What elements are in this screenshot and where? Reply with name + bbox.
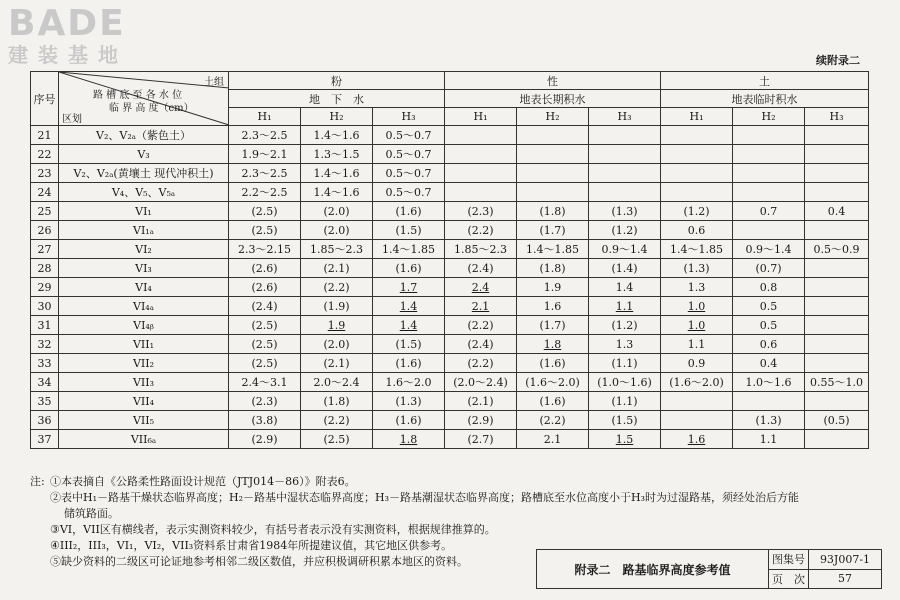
height-value-cell: (1.0～1.6) [589,373,661,392]
row-serial: 21 [31,126,59,145]
height-value-cell: 0.5～0.7 [373,145,445,164]
note-5: ⑤缺少资料的二级区可论证地参考相邻二级区数值，并应积极调研积累本地区的资料。 [50,555,468,568]
height-value-cell: 1.1 [733,430,805,449]
height-value-cell: (2.6) [229,278,301,297]
height-value-cell [805,354,869,373]
height-value-cell: (1.9) [301,297,373,316]
height-value-cell: 1.7 [373,278,445,297]
height-value-cell: 1.8 [373,430,445,449]
height-value-cell [661,145,733,164]
height-value-cell: (2.4) [229,297,301,316]
height-value-cell: 2.3～2.5 [229,126,301,145]
height-value-cell: 0.5 [733,316,805,335]
height-value-cell: (1.5) [373,221,445,240]
table-row [31,411,869,430]
height-value-cell [805,297,869,316]
note-2-continued: 储筑路面。 [64,507,119,520]
height-value-cell: (0.5) [805,411,869,430]
height-value-cell [517,126,589,145]
height-value-cell: (2.6) [229,259,301,278]
height-value-cell [445,164,517,183]
height-value-cell [805,278,869,297]
height-value-cell: (2.9) [445,411,517,430]
height-value-cell: 2.2～2.5 [229,183,301,202]
height-value-cell: (1.2) [661,202,733,221]
height-value-cell: (2.1) [301,259,373,278]
table-row [31,145,869,164]
height-value-cell: 1.6～2.0 [373,373,445,392]
height-value-cell: (1.6) [373,259,445,278]
height-value-cell: 0.6 [733,335,805,354]
height-value-cell: (2.5) [229,202,301,221]
height-value-cell: (1.5) [589,411,661,430]
height-value-cell: (1.3) [733,411,805,430]
page-label: 页 次 [769,569,809,589]
height-value-cell: 0.55～1.0 [805,373,869,392]
header-h1: H₁ [445,108,517,126]
height-value-cell: 2.0～2.4 [301,373,373,392]
height-value-cell: (1.6) [517,354,589,373]
height-value-cell: (1.8) [517,202,589,221]
height-value-cell: 0.4 [805,202,869,221]
note-4: ④III₂，III₃，VI₁，VI₂，VII₃资料系甘肃省1984年所提建议值，其它地区供参考。 [50,539,453,552]
note-1 [30,474,875,490]
height-value-cell: 1.1 [661,335,733,354]
height-value-cell [805,259,869,278]
header-soil-right: 土 [661,72,869,90]
row-region: V₂、V₂ₐ(黄壤土 现代冲积土) [59,164,229,183]
row-serial: 30 [31,297,59,316]
height-value-cell: (2.2) [445,316,517,335]
row-region: VI₄ₐ [59,297,229,316]
height-value-cell [661,126,733,145]
height-value-cell: 0.5～0.7 [373,183,445,202]
height-value-cell [661,183,733,202]
height-value-cell: 1.9 [301,316,373,335]
height-value-cell: 0.9～1.4 [589,240,661,259]
diag-subgrade-label: 路 槽 底 至 各 水 位 [93,90,183,101]
note-3: ③VI，VII区有横线者，表示实测资料较少，有括号者表示没有实测资料，根据规律推算的。 [50,523,496,536]
row-serial: 37 [31,430,59,449]
atlas-number: 93J007-1 [809,550,882,570]
height-value-cell: (2.2) [445,354,517,373]
header-h2: H₂ [517,108,589,126]
height-value-cell [589,126,661,145]
height-value-cell: 2.1 [517,430,589,449]
height-value-cell [805,164,869,183]
height-value-cell: 1.0 [661,297,733,316]
annex-label: 续附录二 [816,54,860,67]
table-row [31,126,869,145]
table-row [31,373,869,392]
height-value-cell: 2.3～2.15 [229,240,301,259]
height-value-cell: 2.4 [445,278,517,297]
height-value-cell: 1.4～1.85 [661,240,733,259]
height-value-cell: 1.3 [589,335,661,354]
page-number: 57 [809,569,882,589]
table-row [31,202,869,221]
height-value-cell: 0.5～0.7 [373,164,445,183]
height-value-cell: 0.5～0.9 [805,240,869,259]
row-serial: 23 [31,164,59,183]
row-serial: 24 [31,183,59,202]
height-value-cell: 1.8 [517,335,589,354]
height-value-cell [445,126,517,145]
height-value-cell: 0.9 [661,354,733,373]
height-value-cell: 1.0 [661,316,733,335]
note-2: ②表中H₁－路基干燥状态临界高度；H₂－路基中湿状态临界高度；H₃－路基潮湿状态临界高度；路槽底至水位高度小于H₃时为过湿路基，须经处治后方能 [50,491,800,504]
height-value-cell: (2.4) [445,335,517,354]
height-value-cell: 1.3～1.5 [301,145,373,164]
height-value-cell: 1.0～1.6 [733,373,805,392]
height-value-cell: (1.7) [517,221,589,240]
row-serial: 29 [31,278,59,297]
table-row [31,392,869,411]
height-value-cell: 1.9 [517,278,589,297]
height-value-cell [805,145,869,164]
height-value-cell [517,183,589,202]
height-value-cell: 1.4～1.85 [373,240,445,259]
height-value-cell: (1.6～2.0) [661,373,733,392]
height-value-cell: (1.5) [373,335,445,354]
row-region: VII₆ₐ [59,430,229,449]
height-value-cell: 2.4～3.1 [229,373,301,392]
row-serial: 31 [31,316,59,335]
table-row [31,297,869,316]
height-value-cell: (2.7) [445,430,517,449]
height-value-cell: (1.6) [373,354,445,373]
height-value-cell [661,164,733,183]
height-value-cell: 0.9～1.4 [733,240,805,259]
height-value-cell: 1.4～1.6 [301,164,373,183]
row-region: VI₁ₐ [59,221,229,240]
row-region: VII₅ [59,411,229,430]
notes-title: 注: [30,475,45,488]
row-serial: 22 [31,145,59,164]
header-h3: H₃ [589,108,661,126]
table-row [31,278,869,297]
height-value-cell: (2.5) [229,335,301,354]
height-value-cell: 1.4 [373,316,445,335]
diag-critical-height-label: 临 界 高 度（cm） [109,103,194,114]
height-value-cell: (2.0) [301,335,373,354]
row-region: VII₂ [59,354,229,373]
row-region: V₃ [59,145,229,164]
table-row [31,259,869,278]
row-serial: 34 [31,373,59,392]
height-value-cell: (2.3) [229,392,301,411]
height-value-cell: (1.3) [373,392,445,411]
height-value-cell: (2.0～2.4) [445,373,517,392]
row-region: VI₁ [59,202,229,221]
header-soil-mid: 性 [445,72,661,90]
header-long-term-water: 地表长期积水 [445,90,661,108]
logo-subtext: 建装基地 [8,43,128,67]
height-value-cell [733,164,805,183]
height-value-cell [517,145,589,164]
logo-text: BADE [8,3,126,44]
table-row [31,240,869,259]
height-value-cell: 0.8 [733,278,805,297]
header-h3: H₃ [805,108,869,126]
header-groundwater: 地 下 水 [229,90,445,108]
height-value-cell: (2.4) [445,259,517,278]
table-row [31,316,869,335]
atlas-label: 图集号 [769,550,809,570]
height-value-cell: 1.4～1.6 [301,183,373,202]
height-value-cell: 1.6 [661,430,733,449]
table-row [31,430,869,449]
row-serial: 35 [31,392,59,411]
height-value-cell [733,392,805,411]
row-region: VI₄ [59,278,229,297]
diag-soil-group: 土组 [204,77,224,88]
height-value-cell [445,183,517,202]
row-serial: 25 [31,202,59,221]
height-value-cell [733,183,805,202]
row-region: VI₄ᵦ [59,316,229,335]
height-value-cell: (1.3) [589,202,661,221]
height-value-cell: (2.5) [229,316,301,335]
row-serial: 36 [31,411,59,430]
height-value-cell: 1.5 [589,430,661,449]
height-value-cell [661,392,733,411]
height-value-cell: (1.6) [517,392,589,411]
height-value-cell: (1.7) [517,316,589,335]
table-row [31,164,869,183]
height-value-cell: 2.3～2.5 [229,164,301,183]
drawing-title: 附录二 路基临界高度参考值 [537,550,769,589]
height-value-cell: (1.8) [301,392,373,411]
diag-region-label: 区划 [62,114,82,125]
height-value-cell [445,145,517,164]
title-block [536,549,882,589]
table-body [31,126,869,449]
row-serial: 27 [31,240,59,259]
height-value-cell [805,392,869,411]
row-region: VI₂ [59,240,229,259]
height-value-cell: 1.85～2.3 [445,240,517,259]
row-region: V₄、V₅、V₅ₐ [59,183,229,202]
height-value-cell: (2.1) [445,392,517,411]
header-h3: H₃ [373,108,445,126]
header-h2: H₂ [301,108,373,126]
height-value-cell: 2.1 [445,297,517,316]
height-value-cell: 0.6 [661,221,733,240]
height-value-cell: (2.1) [301,354,373,373]
height-value-cell [733,221,805,240]
height-value-cell: (2.5) [301,430,373,449]
row-serial: 26 [31,221,59,240]
height-value-cell: 0.5～0.7 [373,126,445,145]
table-row [31,183,869,202]
height-value-cell [805,221,869,240]
height-value-cell: 0.7 [733,202,805,221]
header-h2: H₂ [733,108,805,126]
height-value-cell: (3.8) [229,411,301,430]
height-value-cell: (2.0) [301,202,373,221]
height-value-cell [589,183,661,202]
height-value-cell: (2.5) [229,354,301,373]
height-value-cell [589,145,661,164]
height-value-cell: (1.2) [589,316,661,335]
height-value-cell [661,411,733,430]
height-value-cell: (1.1) [589,354,661,373]
row-region: VI₃ [59,259,229,278]
height-value-cell: (1.6) [373,202,445,221]
header-soil-left: 粉 [229,72,445,90]
height-value-cell: 0.4 [733,354,805,373]
row-region: VII₃ [59,373,229,392]
height-value-cell: 1.4 [373,297,445,316]
height-value-cell: (2.0) [301,221,373,240]
height-value-cell [733,126,805,145]
height-value-cell: (1.8) [517,259,589,278]
row-region: VII₄ [59,392,229,411]
logo [8,3,128,68]
height-value-cell: (1.2) [589,221,661,240]
height-value-cell: 0.5 [733,297,805,316]
table-row [31,221,869,240]
height-value-cell: 1.85～2.3 [301,240,373,259]
height-value-cell [517,164,589,183]
height-value-cell: 1.6 [517,297,589,316]
row-serial: 32 [31,335,59,354]
height-value-cell: (1.4) [589,259,661,278]
table-row [31,354,869,373]
critical-height-table [30,71,869,449]
height-value-cell: 1.1 [589,297,661,316]
height-value-cell [805,335,869,354]
height-value-cell: (2.2) [301,278,373,297]
height-value-cell: (2.2) [301,411,373,430]
height-value-cell: (2.9) [229,430,301,449]
height-value-cell: 1.4 [589,278,661,297]
height-value-cell: 1.4～1.85 [517,240,589,259]
note-1-text: ①本表摘自《公路柔性路面设计规范（JTJ014－86）》附表6。 [50,475,356,488]
height-value-cell [805,316,869,335]
height-value-cell [805,183,869,202]
height-value-cell: (1.6) [373,411,445,430]
height-value-cell: (2.2) [445,221,517,240]
table-row [31,335,869,354]
height-value-cell: 1.4～1.6 [301,126,373,145]
height-value-cell [805,430,869,449]
header-serial: 序号 [31,72,59,126]
height-value-cell: (0.7) [733,259,805,278]
header-h1: H₁ [229,108,301,126]
header-h1: H₁ [661,108,733,126]
height-value-cell: (1.6～2.0) [517,373,589,392]
row-region: V₂、V₂ₐ（紫色土） [59,126,229,145]
row-serial: 28 [31,259,59,278]
height-value-cell [589,164,661,183]
row-region: VII₁ [59,335,229,354]
height-value-cell: (1.3) [661,259,733,278]
header-diagonal-cell [59,72,229,126]
height-value-cell: (1.1) [589,392,661,411]
height-value-cell: 1.3 [661,278,733,297]
height-value-cell: (2.5) [229,221,301,240]
height-value-cell [733,145,805,164]
height-value-cell: (2.2) [517,411,589,430]
height-value-cell: 1.9～2.1 [229,145,301,164]
height-value-cell [805,126,869,145]
row-serial: 33 [31,354,59,373]
header-temporary-water: 地表临时积水 [661,90,869,108]
height-value-cell: (2.3) [445,202,517,221]
